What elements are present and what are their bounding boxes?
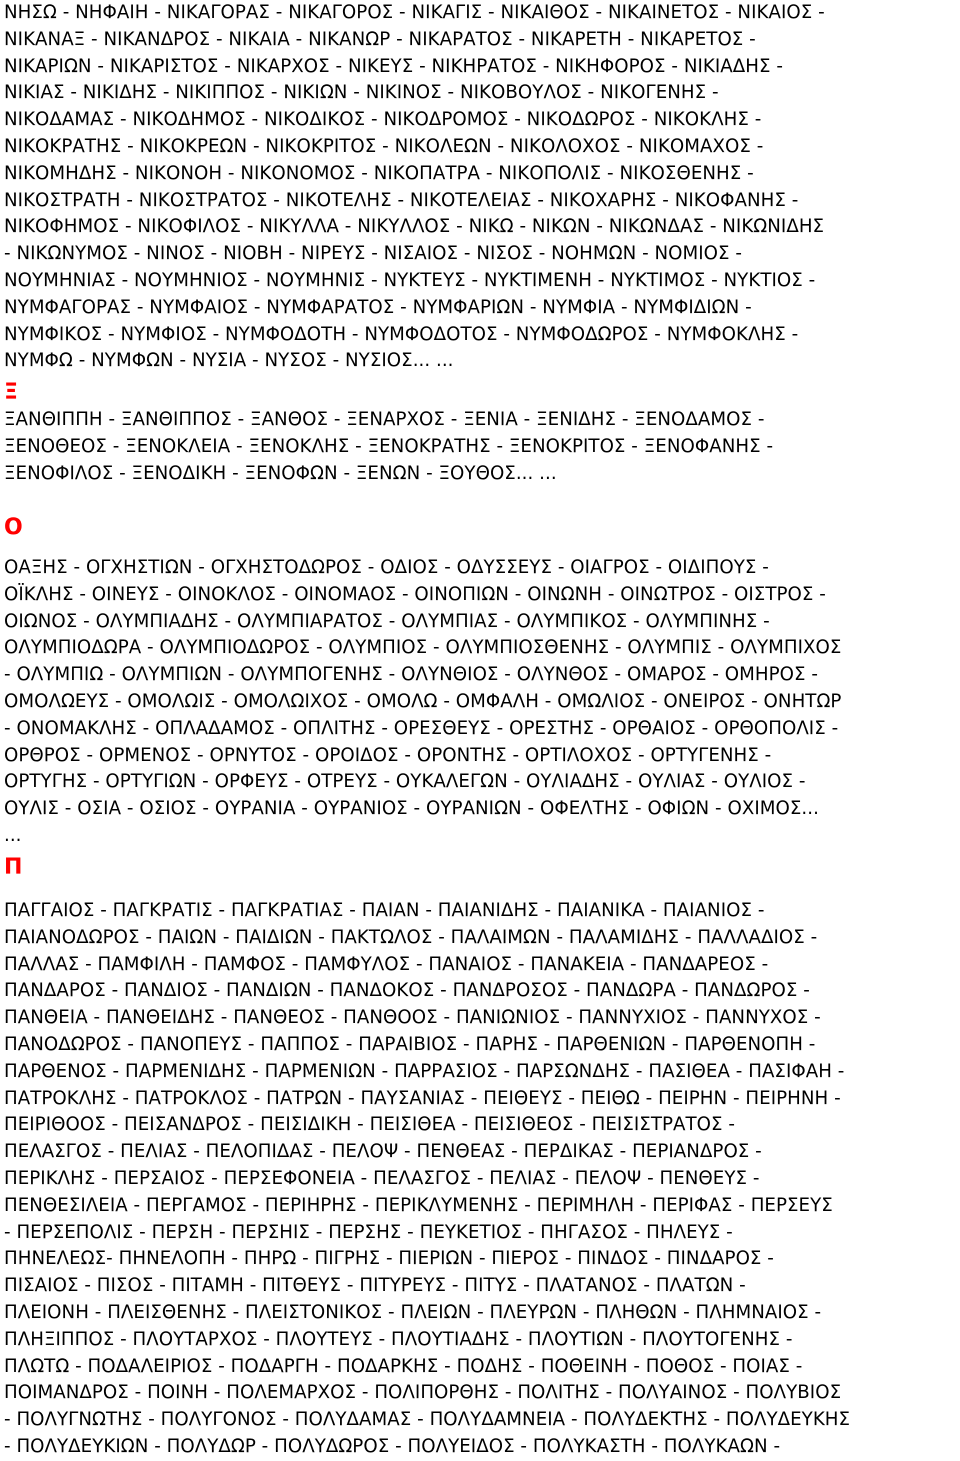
name-line: ΟΜΟΛΩΕΥΣ - ΟΜΟΛΩΙΣ - ΟΜΟΛΩΙΧΟΣ - ΟΜΟΛΩ - ΟΜΦΑΛΗ - ΟΜΩΛΙΟΣ - ΟΝΕΙΡΟΣ - ΟΝΗΤΩΡ [4, 690, 842, 712]
section-heading-pi: Π [4, 855, 23, 880]
section-n-continued [4, 0, 958, 375]
name-line: - ΟΛΥΜΠΙΩ - ΟΛΥΜΠΙΩΝ - ΟΛΥΜΠΟΓΕΝΗΣ - ΟΛΥΝΘΙΟΣ - ΟΛΥΝΘΟΣ - ΟΜΑΡΟΣ - ΟΜΗΡΟΣ - [4, 664, 818, 686]
name-line: ΝΙΚΟΚΡΑΤΗΣ - ΝΙΚΟΚΡΕΩΝ - ΝΙΚΟΚΡΙΤΟΣ - ΝΙΚΟΛΕΩΝ - ΝΙΚΟΛΟΧΟΣ - ΝΙΚΟΜΑΧΟΣ - [4, 135, 764, 157]
name-line: ΝΥΜΦΑΓΟΡΑΣ - ΝΥΜΦΑΙΟΣ - ΝΥΜΦΑΡΑΤΟΣ - ΝΥΜΦΑΡΙΩΝ - ΝΥΜΦΙΑ - ΝΥΜΦΙΔΙΩΝ - [4, 296, 752, 318]
name-line: ΠΑΡΘΕΝΟΣ - ΠΑΡΜΕΝΙΔΗΣ - ΠΑΡΜΕΝΙΩΝ - ΠΑΡΡΑΣΙΟΣ - ΠΑΡΣΩΝΔΗΣ - ΠΑΣΙΘΕΑ - ΠΑΣΙΦΑΗ - [4, 1060, 845, 1082]
section-omicron [4, 555, 958, 850]
name-line: ΠΕΙΡΙΘΟΟΣ - ΠΕΙΣΑΝΔΡΟΣ - ΠΕΙΣΙΔΙΚΗ - ΠΕΙΣΙΘΕΑ - ΠΕΙΣΙΘΕΟΣ - ΠΕΙΣΙΣΤΡΑΤΟΣ - [4, 1114, 736, 1136]
name-line: ΠΗΝΕΛΕΩΣ- ΠΗΝΕΛΟΠΗ - ΠΗΡΩ - ΠΙΓΡΗΣ - ΠΙΕΡΙΩΝ - ΠΙΕΡΟΣ - ΠΙΝΔΟΣ - ΠΙΝΔΑΡΟΣ - [4, 1248, 774, 1270]
name-line: ΠΕΝΘΕΣΙΛΕΙΑ - ΠΕΡΓΑΜΟΣ - ΠΕΡΙΗΡΗΣ - ΠΕΡΙΚΛΥΜΕΝΗΣ - ΠΕΡΙΜΗΛΗ - ΠΕΡΙΦΑΣ - ΠΕΡΣΕΥΣ [4, 1194, 833, 1216]
name-line: ΠΟΙΜΑΝΔΡΟΣ - ΠΟΙΝΗ - ΠΟΛΕΜΑΡΧΟΣ - ΠΟΛΙΠΟΡΘΗΣ - ΠΟΛΙΤΗΣ - ΠΟΛΥΑΙΝΟΣ - ΠΟΛΥΒΙΟΣ [4, 1382, 842, 1404]
name-line: ΠΑΝΟΔΩΡΟΣ - ΠΑΝΟΠΕΥΣ - ΠΑΠΠΟΣ - ΠΑΡΑΙΒΙΟΣ - ΠΑΡΗΣ - ΠΑΡΘΕΝΙΩΝ - ΠΑΡΘΕΝΟΠΗ - [4, 1033, 816, 1055]
name-line: ΟΛΥΜΠΙΟΔΩΡΑ - ΟΛΥΜΠΙΟΔΩΡΟΣ - ΟΛΥΜΠΙΟΣ - ΟΛΥΜΠΙΟΣΘΕΝΗΣ - ΟΛΥΜΠΙΣ - ΟΛΥΜΠΙΧΟΣ [4, 637, 842, 659]
name-line: ΠΛΗΞΙΠΠΟΣ - ΠΛΟΥΤΑΡΧΟΣ - ΠΛΟΥΤΕΥΣ - ΠΛΟΥΤΙΑΔΗΣ - ΠΛΟΥΤΙΩΝ - ΠΛΟΥΤΟΓΕΝΗΣ - [4, 1328, 793, 1350]
name-line: ΝΙΚΟΜΗΔΗΣ - ΝΙΚΟΝΟΗ - ΝΙΚΟΝΟΜΟΣ - ΝΙΚΟΠΑΤΡΑ - ΝΙΚΟΠΟΛΙΣ - ΝΙΚΟΣΘΕΝΗΣ - [4, 162, 754, 184]
name-line: ΟΙΩΝΟΣ - ΟΛΥΜΠΙΑΔΗΣ - ΟΛΥΜΠΙΑΡΑΤΟΣ - ΟΛΥΜΠΙΑΣ - ΟΛΥΜΠΙΚΟΣ - ΟΛΥΜΠΙΝΗΣ - [4, 610, 770, 632]
section-heading-xi: Ξ [4, 380, 18, 405]
name-line: ΝΙΚΟΣΤΡΑΤΗ - ΝΙΚΟΣΤΡΑΤΟΣ - ΝΙΚΟΤΕΛΗΣ - ΝΙΚΟΤΕΛΕΙΑΣ - ΝΙΚΟΧΑΡΗΣ - ΝΙΚΟΦΑΝΗΣ - [4, 189, 799, 211]
name-line: ΟΑΞΗΣ - ΟΓΧΗΣΤΙΩΝ - ΟΓΧΗΣΤΟΔΩΡΟΣ - ΟΔΙΟΣ - ΟΔΥΣΣΕΥΣ - ΟΙΑΓΡΟΣ - ΟΙΔΙΠΟΥΣ - [4, 557, 769, 578]
name-line: - ΠΕΡΣΕΠΟΛΙΣ - ΠΕΡΣΗ - ΠΕΡΣΗΙΣ - ΠΕΡΣΗΣ - ΠΕΥΚΕΤΙΟΣ - ΠΗΓΑΣΟΣ - ΠΗΛΕΥΣ - [4, 1221, 733, 1243]
name-line: ΝΙΚΟΦΗΜΟΣ - ΝΙΚΟΦΙΛΟΣ - ΝΙΚΥΛΛΑ - ΝΙΚΥΛΛΟΣ - ΝΙΚΩ - ΝΙΚΩΝ - ΝΙΚΩΝΔΑΣ - ΝΙΚΩΝΙΔΗΣ [4, 216, 825, 238]
name-line: ΞΑΝΘΙΠΠΗ - ΞΑΝΘΙΠΠΟΣ - ΞΑΝΘΟΣ - ΞΕΝΑΡΧΟΣ - ΞΕΝΙΑ - ΞΕΝΙΔΗΣ - ΞΕΝΟΔΑΜΟΣ - [4, 409, 765, 430]
name-line: ΠΕΡΙΚΛΗΣ - ΠΕΡΣΑΙΟΣ - ΠΕΡΣΕΦΟΝΕΙΑ - ΠΕΛΑΣΓΟΣ - ΠΕΛΙΑΣ - ΠΕΛΟΨ - ΠΕΝΘΕΥΣ - [4, 1167, 760, 1189]
name-line: ΠΑΝΔΑΡΟΣ - ΠΑΝΔΙΟΣ - ΠΑΝΔΙΩΝ - ΠΑΝΔΟΚΟΣ - ΠΑΝΔΡΟΣΟΣ - ΠΑΝΔΩΡΑ - ΠΑΝΔΩΡΟΣ - [4, 980, 810, 1002]
name-line: - ΠΟΛΥΔΕΥΚΙΩΝ - ΠΟΛΥΔΩΡ - ΠΟΛΥΔΩΡΟΣ - ΠΟΛΥΕΙΔΟΣ - ΠΟΛΥΚΑΣΤΗ - ΠΟΛΥΚΑΩΝ - [4, 1435, 781, 1457]
name-line: ΝΙΚΑΡΙΩΝ - ΝΙΚΑΡΙΣΤΟΣ - ΝΙΚΑΡΧΟΣ - ΝΙΚΕΥΣ - ΝΙΚΗΡΑΤΟΣ - ΝΙΚΗΦΟΡΟΣ - ΝΙΚΙΑΔΗΣ - [4, 55, 783, 77]
section-xi [4, 407, 958, 487]
name-line: ... [4, 824, 22, 846]
name-line: ΠΑΝΘΕΙΑ - ΠΑΝΘΕΙΔΗΣ - ΠΑΝΘΕΟΣ - ΠΑΝΘΟΟΣ - ΠΑΝΙΩΝΙΟΣ - ΠΑΝΝΥΧΙΟΣ - ΠΑΝΝΥΧΟΣ - [4, 1007, 821, 1029]
name-line: ΝΗΣΩ - ΝΗΦΑΙΗ - ΝΙΚΑΓΟΡΑΣ - ΝΙΚΑΓΟΡΟΣ - ΝΙΚΑΓΙΣ - ΝΙΚΑΙΘΟΣ - ΝΙΚΑΙΝΕΤΟΣ - ΝΙΚΑΙΟΣ - [4, 2, 825, 23]
name-line: ΠΙΣΑΙΟΣ - ΠΙΣΟΣ - ΠΙΤΑΜΗ - ΠΙΤΘΕΥΣ - ΠΙΤΥΡΕΥΣ - ΠΙΤΥΣ - ΠΛΑΤΑΝΟΣ - ΠΛΑΤΩΝ - [4, 1275, 746, 1297]
name-line: ΝΥΜΦΙΚΟΣ - ΝΥΜΦΙΟΣ - ΝΥΜΦΟΔΟΤΗ - ΝΥΜΦΟΔΟΤΟΣ - ΝΥΜΦΟΔΩΡΟΣ - ΝΥΜΦΟΚΛΗΣ - [4, 323, 799, 345]
section-heading-omicron: Ο [4, 515, 23, 540]
name-line: ΟΪΚΛΗΣ - ΟΙΝΕΥΣ - ΟΙΝΟΚΛΟΣ - ΟΙΝΟΜΑΟΣ - ΟΙΝΟΠΙΩΝ - ΟΙΝΩΝΗ - ΟΙΝΩΤΡΟΣ - ΟΙΣΤΡΟΣ - [4, 583, 826, 605]
name-line: ΠΛΕΙΟΝΗ - ΠΛΕΙΣΘΕΝΗΣ - ΠΛΕΙΣΤΟΝΙΚΟΣ - ΠΛΕΙΩΝ - ΠΛΕΥΡΩΝ - ΠΛΗΘΩΝ - ΠΛΗΜΝΑΙΟΣ - [4, 1301, 822, 1323]
name-line: ΝΟΥΜΗΝΙΑΣ - ΝΟΥΜΗΝΙΟΣ - ΝΟΥΜΗΝΙΣ - ΝΥΚΤΕΥΣ - ΝΥΚΤΙΜΕΝΗ - ΝΥΚΤΙΜΟΣ - ΝΥΚΤΙΟΣ - [4, 269, 816, 291]
name-line: ΠΑΙΑΝΟΔΩΡΟΣ - ΠΑΙΩΝ - ΠΑΙΔΙΩΝ - ΠΑΚΤΩΛΟΣ - ΠΑΛΑΙΜΩΝ - ΠΑΛΑΜΙΔΗΣ - ΠΑΛΛΑΔΙΟΣ - [4, 926, 818, 948]
name-line: ΞΕΝΟΦΙΛΟΣ - ΞΕΝΟΔΙΚΗ - ΞΕΝΟΦΩΝ - ΞΕΝΩΝ - ΞΟΥΘΟΣ... ... [4, 462, 557, 484]
name-line: ΠΑΤΡΟΚΛΗΣ - ΠΑΤΡΟΚΛΟΣ - ΠΑΤΡΩΝ - ΠΑΥΣΑΝΙΑΣ - ΠΕΙΘΕΥΣ - ΠΕΙΘΩ - ΠΕΙΡΗΝ - ΠΕΙΡΗΝΗ - [4, 1087, 841, 1109]
name-line: ΝΥΜΦΩ - ΝΥΜΦΩΝ - ΝΥΣΙΑ - ΝΥΣΟΣ - ΝΥΣΙΟΣ... ... [4, 350, 454, 372]
name-line: - ΝΙΚΩΝΥΜΟΣ - ΝΙΝΟΣ - ΝΙΟΒΗ - ΝΙΡΕΥΣ - ΝΙΣΑΙΟΣ - ΝΙΣΟΣ - ΝΟΗΜΩΝ - ΝΟΜΙΟΣ - [4, 243, 743, 265]
name-line: - ΠΟΛΥΓΝΩΤΗΣ - ΠΟΛΥΓΟΝΟΣ - ΠΟΛΥΔΑΜΑΣ - ΠΟΛΥΔΑΜΝΕΙΑ - ΠΟΛΥΔΕΚΤΗΣ - ΠΟΛΥΔΕΥΚΗΣ [4, 1409, 851, 1431]
section-pi [4, 898, 958, 1461]
name-line: ΝΙΚΑΝΑΞ - ΝΙΚΑΝΔΡΟΣ - ΝΙΚΑΙΑ - ΝΙΚΑΝΩΡ - ΝΙΚΑΡΑΤΟΣ - ΝΙΚΑΡΕΤΗ - ΝΙΚΑΡΕΤΟΣ - [4, 28, 756, 50]
name-line: ΝΙΚΟΔΑΜΑΣ - ΝΙΚΟΔΗΜΟΣ - ΝΙΚΟΔΙΚΟΣ - ΝΙΚΟΔΡΟΜΟΣ - ΝΙΚΟΔΩΡΟΣ - ΝΙΚΟΚΛΗΣ - [4, 109, 762, 131]
name-line: ΝΙΚΙΑΣ - ΝΙΚΙΔΗΣ - ΝΙΚΙΠΠΟΣ - ΝΙΚΙΩΝ - ΝΙΚΙΝΟΣ - ΝΙΚΟΒΟΥΛΟΣ - ΝΙΚΟΓΕΝΗΣ - [4, 82, 719, 104]
name-line: ΟΡΘΡΟΣ - ΟΡΜΕΝΟΣ - ΟΡΝΥΤΟΣ - ΟΡΟΙΔΟΣ - ΟΡΟΝΤΗΣ - ΟΡΤΙΛΟΧΟΣ - ΟΡΤΥΓΕΝΗΣ - [4, 744, 772, 766]
name-line: - ΟΝΟΜΑΚΛΗΣ - ΟΠΛΑΔΑΜΟΣ - ΟΠΛΙΤΗΣ - ΟΡΕΣΘΕΥΣ - ΟΡΕΣΤΗΣ - ΟΡΘΑΙΟΣ - ΟΡΘΟΠΟΛΙΣ - [4, 717, 839, 739]
name-line: ΠΕΛΑΣΓΟΣ - ΠΕΛΙΑΣ - ΠΕΛΟΠΙΔΑΣ - ΠΕΛΟΨ - ΠΕΝΘΕΑΣ - ΠΕΡΔΙΚΑΣ - ΠΕΡΙΑΝΔΡΟΣ - [4, 1141, 762, 1163]
name-line: ΞΕΝΟΘΕΟΣ - ΞΕΝΟΚΛΕΙΑ - ΞΕΝΟΚΛΗΣ - ΞΕΝΟΚΡΑΤΗΣ - ΞΕΝΟΚΡΙΤΟΣ - ΞΕΝΟΦΑΝΗΣ - [4, 435, 774, 457]
name-line: ΠΑΓΓΑΙΟΣ - ΠΑΓΚΡΑΤΙΣ - ΠΑΓΚΡΑΤΙΑΣ - ΠΑΙΑΝ - ΠΑΙΑΝΙΔΗΣ - ΠΑΙΑΝΙΚΑ - ΠΑΙΑΝΙΟΣ - [4, 900, 765, 921]
name-line: ΟΥΛΙΣ - ΟΣΙΑ - ΟΣΙΟΣ - ΟΥΡΑΝΙΑ - ΟΥΡΑΝΙΟΣ - ΟΥΡΑΝΙΩΝ - ΟΦΕΛΤΗΣ - ΟΦΙΩΝ - ΟΧΙΜΟΣ... [4, 798, 819, 820]
name-line: ΟΡΤΥΓΗΣ - ΟΡΤΥΓΙΩΝ - ΟΡΦΕΥΣ - ΟΤΡΕΥΣ - ΟΥΚΑΛΕΓΩΝ - ΟΥΛΙΑΔΗΣ - ΟΥΛΙΑΣ - ΟΥΛΙΟΣ - [4, 771, 806, 793]
name-line: ΠΑΛΛΑΣ - ΠΑΜΦΙΛΗ - ΠΑΜΦΟΣ - ΠΑΜΦΥΛΟΣ - ΠΑΝΑΙΟΣ - ΠΑΝΑΚΕΙΑ - ΠΑΝΔΑΡΕΟΣ - [4, 953, 769, 975]
name-line: ΠΛΩΤΩ - ΠΟΔΑΛΕΙΡΙΟΣ - ΠΟΔΑΡΓΗ - ΠΟΔΑΡΚΗΣ - ΠΟΔΗΣ - ΠΟΘΕΙΝΗ - ΠΟΘΟΣ - ΠΟΙΑΣ - [4, 1355, 803, 1377]
